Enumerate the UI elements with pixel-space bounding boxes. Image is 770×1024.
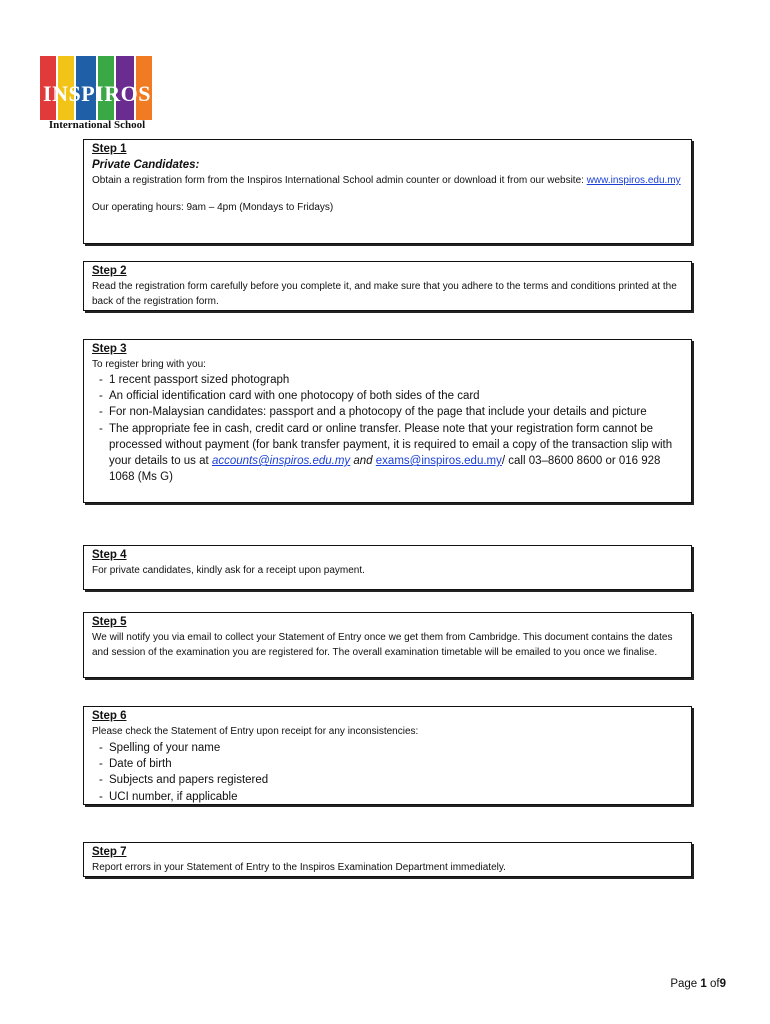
school-logo (40, 56, 154, 134)
operating-hours: Our operating hours: 9am – 4pm (Mondays to Fridays) (92, 202, 334, 213)
step-1-subheading: Private Candidates: (92, 159, 200, 171)
call-text: / call 03–8600 8600 or 016 928 1068 (Ms G) (109, 455, 661, 484)
step-7-text: Report errors in your Statement of Entry to the Inspiros Examination Department immediately. (92, 862, 506, 873)
step-2-box (83, 261, 692, 311)
list-item: - An official identification card with one photocopy of both sides of the card (92, 388, 683, 404)
step-4-text: For private candidates, kindly ask for a receipt upon payment. (92, 565, 365, 576)
step-4-box (83, 545, 692, 590)
step-3-heading: Step 3 (92, 343, 127, 355)
list-item: - UCI number, if applicable (92, 789, 683, 805)
logo-wordmark: INSPIROS (43, 81, 151, 106)
step-1-heading: Step 1 (92, 143, 127, 155)
step-7-box (83, 842, 692, 877)
step-3-intro: To register bring with you: (92, 359, 206, 370)
current-page: 1 (700, 978, 707, 990)
step-6-heading: Step 6 (92, 710, 127, 722)
page-number (670, 978, 726, 990)
step-6-intro: Please check the Statement of Entry upon receipt for any inconsistencies: (92, 726, 419, 737)
step-6-box (83, 706, 692, 805)
accounts-email-link[interactable]: accounts@inspiros.edu.my (211, 455, 351, 468)
list-item: - Date of birth (92, 756, 683, 772)
step-5-text: We will notify you via email to collect your Statement of Entry once we get them from Cambridge. This document contains the dates and session of the examination you are registered for. The overall examination timetable will be emailed to you once we finalise. (92, 632, 673, 658)
step-5-box (83, 612, 692, 678)
website-link[interactable]: www.inspiros.edu.my (586, 175, 681, 186)
list-item: - For non-Malaysian candidates: passport and a photocopy of the page that include your details and picture (92, 404, 683, 420)
list-item: - 1 recent passport sized photograph (92, 372, 683, 388)
step-6-list (92, 740, 683, 805)
step-7-heading: Step 7 (92, 846, 127, 858)
list-item: - Spelling of your name (92, 740, 683, 756)
list-item: - Subjects and papers registered (92, 772, 683, 788)
exams-email-link[interactable]: exams@inspiros.edu.my (375, 455, 502, 468)
step-2-heading: Step 2 (92, 265, 127, 277)
logo-subtitle: International School (48, 119, 146, 131)
step-3-box (83, 339, 692, 503)
step-3-list (92, 372, 683, 485)
step-1-text (92, 173, 683, 188)
step-2-text: Read the registration form carefully before you complete it, and make sure that you adhere to the terms and conditions printed at the back of the registration form. (92, 281, 677, 307)
fee-text: The appropriate fee in cash, credit card or online transfer. Please note that your registration form cannot be processed without payment (for bank transfer payment, it is required to email a copy of the transaction slip with your details to us at (109, 422, 673, 468)
step-1-box (83, 139, 692, 244)
step-4-heading: Step 4 (92, 549, 127, 561)
step-1-text-body: Obtain a registration form from the Inspiros International School admin counter or download it from our website: (92, 175, 584, 186)
and-text: and (353, 455, 373, 468)
page-label: Page (670, 978, 698, 990)
total-pages: 9 (719, 978, 726, 990)
list-item (92, 421, 683, 486)
of-label: of (710, 978, 720, 990)
step-5-heading: Step 5 (92, 616, 127, 628)
